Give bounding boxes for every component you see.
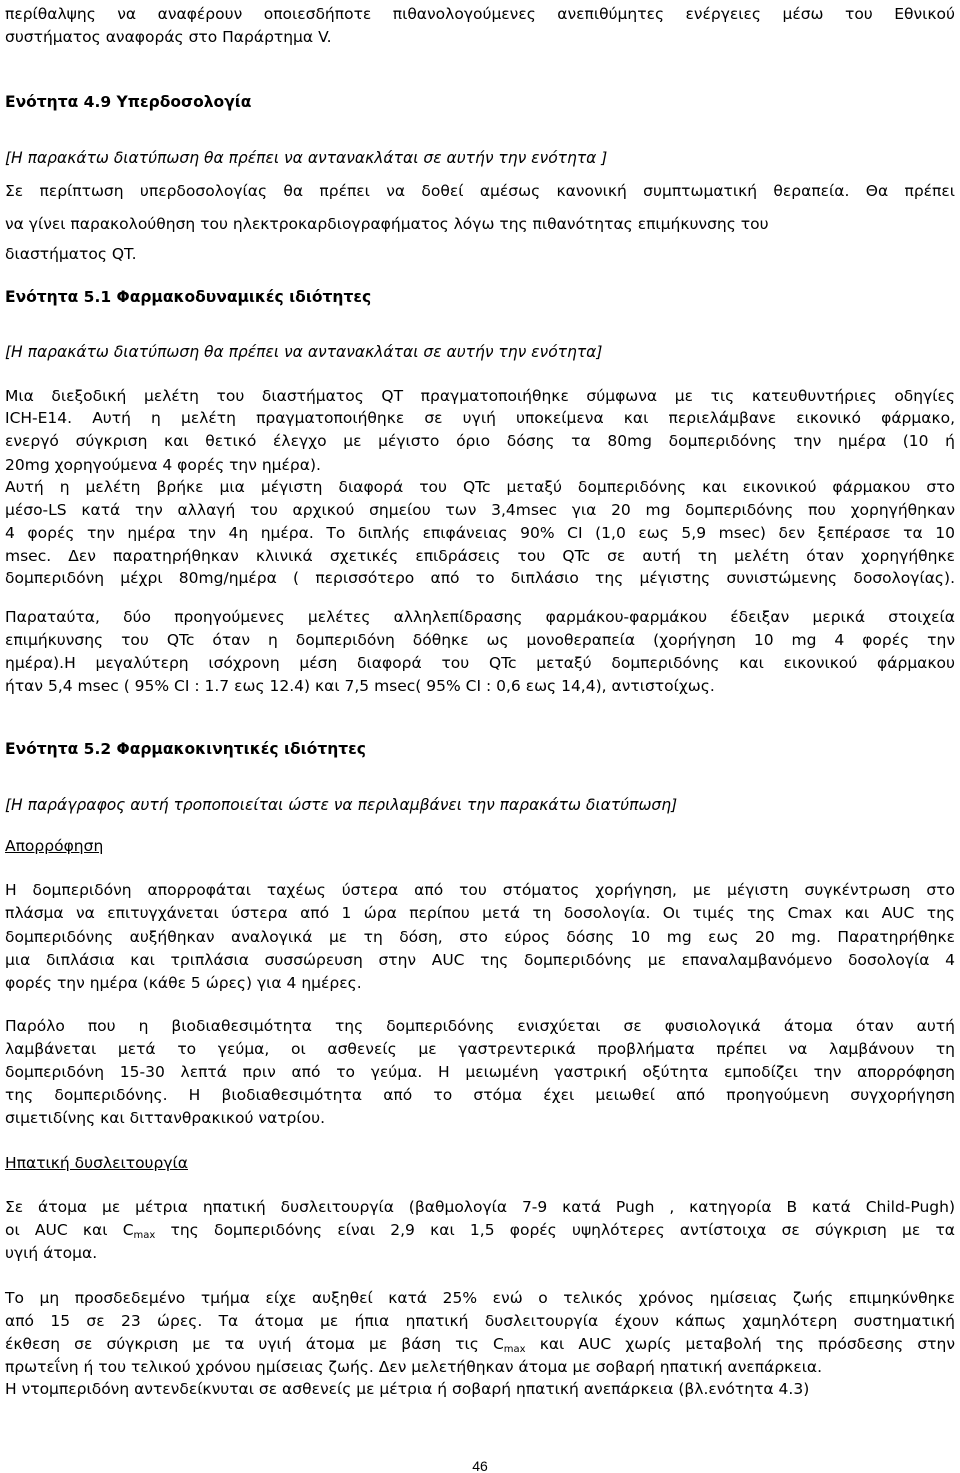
subscript-text: max — [133, 1230, 156, 1241]
paragraph-line: Αυτή η μελέτη βρήκε μια μέγιστη διαφορά του QTc μεταξύ δομπεριδόνης και εικονικού φάρμακου στο — [5, 478, 955, 496]
subsection-heading-text: Απορρόφηση — [5, 837, 104, 855]
paragraph-line: δομπεριδόνης αυξήθηκαν αναλογικά με τη δόση, στο εύρος δόσης 10 mg εως 20 mg. Παρατηρήθηκε — [5, 928, 955, 946]
paragraph-line: Παραταύτα, δύο προηγούμενες μελέτες αλληλεπίδρασης φαρμάκου-φαρμάκου έδειξαν μερικά στοιχεία — [5, 608, 955, 626]
paragraph-line: Η ντομπεριδόνη αντενδείκνυται σε ασθενείς με μέτρια ή σοβαρή ηπατική ανεπάρκεια (βλ.ενότητα 4.3) — [5, 1380, 810, 1398]
paragraph-line: Μια διεξοδική μελέτη του διαστήματος QT πραγματοποιήθηκε σύμφωνα με τις κατευθυντήριες οδηγίες — [5, 387, 955, 405]
paragraph-line: της δομπεριδόνης. Η βιοδιαθεσιμότητα από το στόμα έχει μειωθεί από προηγούμενη συγχορήγηση — [5, 1086, 955, 1104]
section-heading: Ενότητα 4.9 Υπερδοσολογία — [5, 93, 252, 111]
paragraph-line: Σε άτομα με μέτρια ηπατική δυσλειτουργία (βαθμολογία 7-9 κατά Pugh , κατηγορία B κατά Child-Pugh) — [5, 1198, 955, 1216]
paragraph-line: ενεργό σύγκριση και θετικό έλεγχο με μέγιστο όριο δόσης τα 80mg δομπεριδόνης την ημέρα (10 ή — [5, 432, 955, 450]
paragraph-line — [5, 1219, 955, 1241]
paragraph-line: συστήματος αναφοράς στο Παράρτημα V. — [5, 28, 332, 46]
paragraph-line: ήταν 5,4 msec ( 95% CI : 1.7 εως 12.4) και 7,5 msec( 95% CI : 0,6 εως 14,4), αντιστοίχως. — [5, 677, 715, 695]
paragraph-line: υγιή άτομα. — [5, 1244, 98, 1262]
text-run: της δομπεριδόνης είναι 2,9 και 1,5 φορές υψηλότερες αντίστοιχα σε σύγκριση με τα — [155, 1221, 955, 1239]
paragraph-line: msec. Δεν παρατηρήθηκαν κλινικά σχετικές επιδράσεις του QTc σε αυτή τη μελέτη όταν χορηγήθηκε — [5, 547, 955, 565]
text-run: έκθεση σε σύγκριση με τα υγιή άτομα με βάση τις C — [5, 1335, 504, 1353]
paragraph-line: περίθαλψης να αναφέρουν οποιεσδήποτε πιθανολογούμενες ανεπιθύμητες ενέργειες μέσω του Εθνικού — [5, 5, 955, 23]
section-heading: Ενότητα 5.2 Φαρμακοκινητικές ιδιότητες — [5, 740, 366, 758]
editorial-note: [Η παρακάτω διατύπωση θα πρέπει να αντανακλάται σε αυτήν την ενότητα] — [5, 343, 603, 361]
paragraph-line: Παρόλο που η βιοδιαθεσιμότητα της δομπεριδόνης ενισχύεται σε φυσιολογικά άτομα όταν αυτή — [5, 1017, 955, 1035]
paragraph-line: μέσο-LS κατά την αλλαγή του αρχικού σημείου των 3,4msec για 20 mg δομπεριδόνης που χορηγήθηκαν — [5, 501, 955, 519]
paragraph-line: επιμήκυνσης του QTc όταν η δομπεριδόνη δόθηκε ως μονοθεραπεία (χορήγηση 10 mg 4 φορές την — [5, 631, 955, 649]
paragraph-line: δομπεριδόνη μέχρι 80mg/ημέρα ( περισσότερο από το διπλάσιο της μέγιστης συνιστώμενης δοσολογίας). — [5, 569, 955, 587]
text-run: και AUC χωρίς μεταβολή της πρόσδεσης στην — [525, 1335, 955, 1353]
paragraph-line: ημέρα).Η μεγαλύτερη ισόχρονη μέση διαφορά του QTc μεταξύ δομπεριδόνης και εικονικού φάρμακου — [5, 654, 955, 672]
paragraph-line: σιμετιδίνης και διττανθρακικού νατρίου. — [5, 1109, 326, 1127]
paragraph-line: πρωτεΐνη ή του τελικού χρόνου ημίσειας ζωής. Δεν μελετήθηκαν άτομα με σοβαρή ηπατική ανεπάρκεια. — [5, 1358, 823, 1376]
paragraph-line: μια διπλάσια και τριπλάσια συσσώρευση στην AUC της δομπεριδόνης με επαναλαμβανόμενο δοσολογία 4 — [5, 951, 955, 969]
paragraph-line: Σε περίπτωση υπερδοσολογίας θα πρέπει να δοθεί αμέσως κανονική συμπτωματική θεραπεία. Θα πρέπει — [5, 182, 955, 200]
paragraph-line: 20mg χορηγούμενα 4 φορές την ημέρα). — [5, 456, 321, 474]
paragraph-line: διαστήματος QT. — [5, 245, 137, 263]
subsection-heading-hepatic — [5, 1152, 955, 1174]
paragraph-line: ICH-E14. Αυτή η μελέτη πραγματοποιήθηκε σε υγιή υποκείμενα και περιελάμβανε εικονικό φάρμακο, — [5, 409, 955, 427]
paragraph-line: Το μη προσδεδεμένο τμήμα είχε αυξηθεί κατά 25% ενώ ο τελικός χρόνος ημίσειας ζωής επιμηκύνθηκε — [5, 1289, 955, 1307]
paragraph-line: 4 φορές την ημέρα την 4η ημέρα. Το διπλής επιφάνειας 90% CI (1,0 εως 5,9 msec) δεν ξεπέρασε τα 10 — [5, 524, 955, 542]
paragraph-line: Η δομπεριδόνη απορροφάται ταχέως ύστερα από του στόματος χορήγηση, με μέγιστη συγκέντρωση στο — [5, 881, 955, 899]
editorial-note: [Η παράγραφος αυτή τροποποιείται ώστε να περιλαμβάνει την παρακάτω διατύπωση] — [5, 796, 678, 814]
subscript-text: max — [503, 1344, 526, 1355]
editorial-note: [Η παρακάτω διατύπωση θα πρέπει να αντανακλάται σε αυτήν την ενότητα ] — [5, 149, 608, 167]
paragraph-line: δομπεριδόνη 15-30 λεπτά πριν από το γεύμα. Η μειωμένη γαστρική οξύτητα εμποδίζει την απορρόφηση — [5, 1063, 955, 1081]
text-run: οι AUC και C — [5, 1221, 134, 1239]
paragraph-line: πλάσμα να επιτυγχάνεται ύστερα από 1 ώρα περίπου μετά τη δοσολογία. Οι τιμές της Cmax και AUC της — [5, 904, 955, 922]
paragraph-line: λαμβάνεται μετά το γεύμα, οι ασθενείς με γαστρεντερικά προβλήματα πρέπει να λαμβάνουν τη — [5, 1040, 955, 1058]
subsection-heading-text: Ηπατική δυσλειτουργία — [5, 1154, 188, 1172]
page-number: 46 — [472, 1458, 488, 1473]
paragraph-line: φορές την ημέρα (κάθε 5 ώρες) για 4 ημέρες. — [5, 974, 362, 992]
section-heading: Ενότητα 5.1 Φαρμακοδυναμικές ιδιότητες — [5, 288, 372, 306]
paragraph-line: να γίνει παρακολούθηση του ηλεκτροκαρδιογραφήματος λόγω της πιθανότητας επιμήκυνσης του — [5, 215, 769, 233]
paragraph-line — [5, 1333, 955, 1355]
paragraph-line: από 15 σε 23 ώρες. Τα άτομα με ήπια ηπατική δυσλειτουργία έχουν κάπως χαμηλότερη συστηματική — [5, 1312, 955, 1330]
subsection-heading-absorption — [5, 835, 955, 857]
